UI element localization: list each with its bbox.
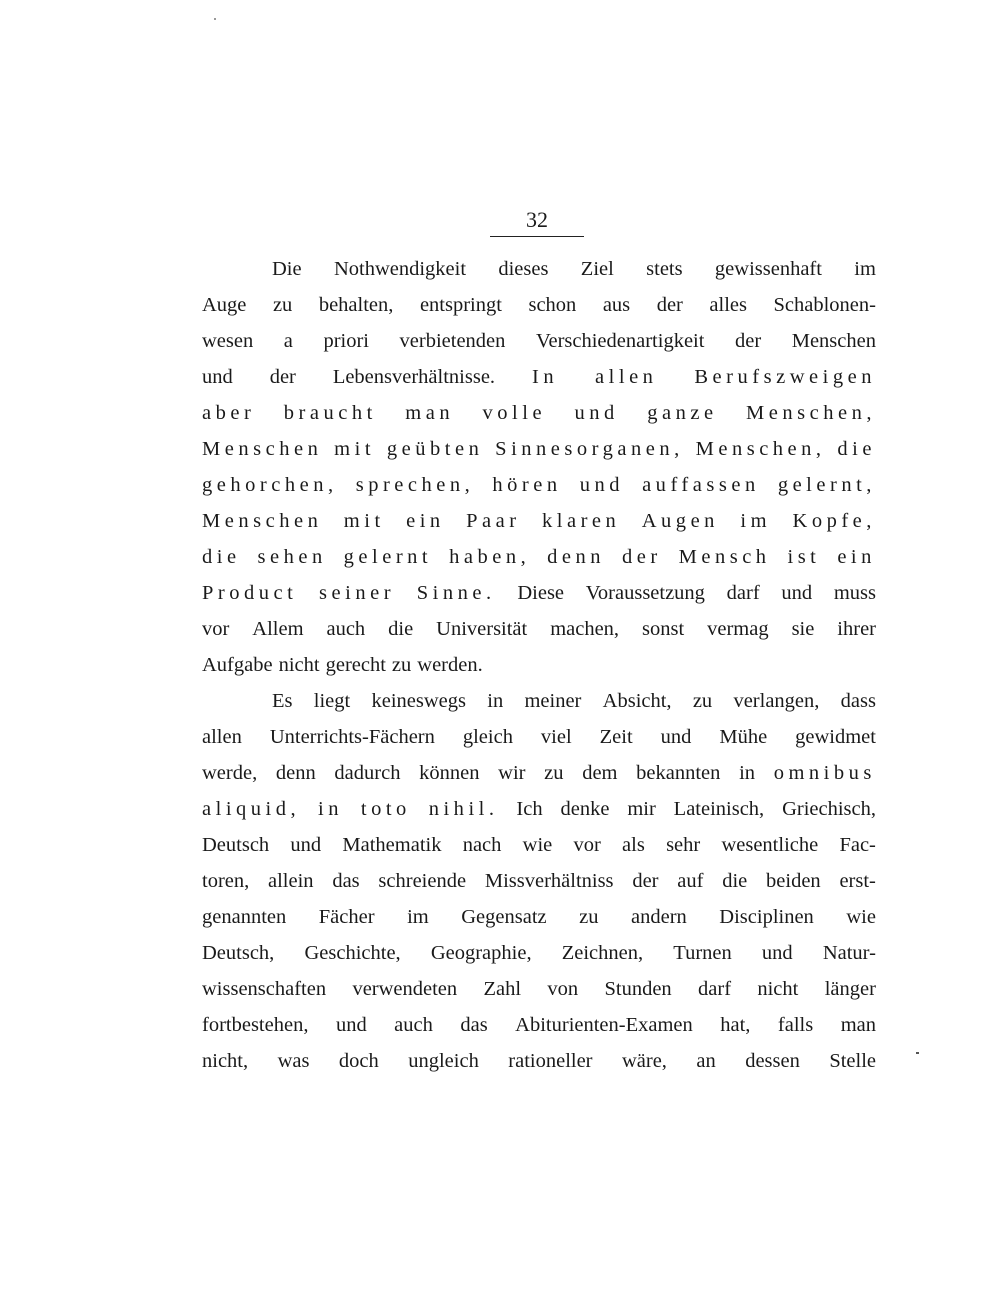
word: Turnen bbox=[673, 942, 732, 964]
spaced-word: im bbox=[740, 510, 772, 532]
spaced-word: gehorchen, bbox=[202, 474, 338, 496]
text-line bbox=[202, 863, 876, 899]
word: im bbox=[854, 258, 876, 280]
spaced-word: man bbox=[405, 402, 455, 424]
word: andern bbox=[631, 906, 687, 928]
word: dieses bbox=[498, 258, 549, 280]
spaced-word: hören bbox=[492, 474, 562, 496]
word: zu bbox=[544, 762, 564, 784]
word: der bbox=[632, 870, 659, 892]
body-text bbox=[202, 251, 876, 1079]
word: allen bbox=[202, 726, 242, 748]
word: Lebensverhältnisse. bbox=[332, 366, 496, 388]
word: werde, bbox=[202, 762, 258, 784]
word: Aufgabe bbox=[202, 654, 273, 676]
spaced-word: ganze bbox=[647, 402, 718, 424]
word: falls bbox=[777, 1014, 814, 1036]
word: und bbox=[335, 1014, 367, 1036]
word: alles bbox=[709, 294, 747, 316]
word: Griechisch, bbox=[782, 798, 876, 820]
text-line bbox=[202, 323, 876, 359]
paragraph bbox=[202, 683, 876, 1079]
word: doch bbox=[338, 1050, 379, 1072]
word: auf bbox=[677, 870, 704, 892]
text-line bbox=[202, 287, 876, 323]
word: keineswegs bbox=[371, 690, 466, 712]
word: dass bbox=[840, 690, 876, 712]
spaced-word: seiner bbox=[319, 582, 396, 604]
spaced-word: in bbox=[318, 798, 343, 820]
word: verbietenden bbox=[399, 330, 506, 352]
spaced-word: Menschen bbox=[202, 438, 323, 460]
word: der bbox=[269, 366, 296, 388]
spaced-word: gelernt bbox=[343, 546, 433, 568]
word: dessen bbox=[745, 1050, 800, 1072]
text-line bbox=[202, 611, 876, 647]
word: denke bbox=[560, 798, 610, 820]
word: Unterrichts-Fächern bbox=[269, 726, 435, 748]
word: machen, bbox=[550, 618, 620, 640]
word: und bbox=[761, 942, 793, 964]
word: Natur- bbox=[822, 942, 876, 964]
text-line bbox=[202, 647, 876, 683]
word: denn bbox=[275, 762, 316, 784]
word: und bbox=[781, 582, 813, 604]
word: im bbox=[407, 906, 429, 928]
word: Deutsch bbox=[202, 834, 270, 856]
word: und bbox=[660, 726, 692, 748]
spaced-word: Augen bbox=[641, 510, 719, 532]
spaced-word: allen bbox=[595, 366, 658, 388]
spaced-word: omnibus bbox=[773, 762, 876, 784]
word: schon bbox=[528, 294, 577, 316]
word: gleich bbox=[462, 726, 513, 748]
spaced-word: Berufszweigen bbox=[694, 366, 876, 388]
word: Stelle bbox=[829, 1050, 876, 1072]
word: die bbox=[388, 618, 414, 640]
text-line bbox=[202, 935, 876, 971]
text-line bbox=[202, 395, 876, 431]
word: meiner bbox=[524, 690, 582, 712]
word: gerecht bbox=[325, 654, 386, 676]
spaced-word: denn bbox=[547, 546, 606, 568]
spaced-word: geübten bbox=[386, 438, 484, 460]
word: Disciplinen bbox=[719, 906, 814, 928]
word: darf bbox=[698, 978, 732, 1000]
word: Missverhältniss bbox=[484, 870, 614, 892]
word: beiden bbox=[766, 870, 821, 892]
word: stets bbox=[646, 258, 683, 280]
spaced-word: toto bbox=[360, 798, 411, 820]
word: nicht bbox=[278, 654, 320, 676]
spaced-word: Menschen, bbox=[746, 402, 876, 424]
word: Fächer bbox=[318, 906, 375, 928]
word: darf bbox=[726, 582, 760, 604]
spaced-word: mit bbox=[334, 438, 376, 460]
word: Geschichte, bbox=[304, 942, 401, 964]
word: priori bbox=[323, 330, 369, 352]
word: wesentliche bbox=[721, 834, 819, 856]
word: Absicht, bbox=[602, 690, 672, 712]
spaced-word: sehen bbox=[257, 546, 327, 568]
text-line bbox=[202, 539, 876, 575]
text-line bbox=[202, 575, 876, 611]
word: allein bbox=[268, 870, 314, 892]
spaced-word: die bbox=[202, 546, 241, 568]
word: gewissenhaft bbox=[714, 258, 822, 280]
spaced-word: ein bbox=[837, 546, 876, 568]
text-line bbox=[202, 467, 876, 503]
word: vermag bbox=[707, 618, 769, 640]
word: auch bbox=[326, 618, 366, 640]
word: wie bbox=[846, 906, 876, 928]
spaced-word: mit bbox=[343, 510, 385, 532]
word: behalten, bbox=[318, 294, 394, 316]
word: a bbox=[283, 330, 293, 352]
word: Geographie, bbox=[430, 942, 532, 964]
word: Die bbox=[272, 258, 302, 280]
spaced-word: Sinnesorganen, bbox=[495, 438, 684, 460]
word: wäre, bbox=[621, 1050, 667, 1072]
word: Ziel bbox=[580, 258, 614, 280]
word: Deutsch, bbox=[202, 942, 275, 964]
spaced-word: In bbox=[532, 366, 559, 388]
word: Mathematik bbox=[342, 834, 442, 856]
word: ihrer bbox=[837, 618, 876, 640]
word: liegt bbox=[313, 690, 351, 712]
text-line bbox=[202, 431, 876, 467]
word: wir bbox=[498, 762, 526, 784]
text-line bbox=[202, 1007, 876, 1043]
word: Auge bbox=[202, 294, 247, 316]
word: nach bbox=[462, 834, 502, 856]
word: Mühe bbox=[719, 726, 768, 748]
word: Zeit bbox=[599, 726, 633, 748]
word: Gegensatz bbox=[461, 906, 547, 928]
word: das bbox=[332, 870, 360, 892]
spaced-word: Menschen, bbox=[695, 438, 826, 460]
text-line bbox=[202, 251, 876, 287]
word: mir bbox=[627, 798, 656, 820]
scan-speck bbox=[916, 1052, 919, 1054]
spaced-word: volle bbox=[482, 402, 547, 424]
word: hat, bbox=[720, 1014, 751, 1036]
word: Verschiedenartigkeit bbox=[535, 330, 705, 352]
word: von bbox=[547, 978, 579, 1000]
spaced-word: Sinne. bbox=[416, 582, 496, 604]
word: und bbox=[290, 834, 322, 856]
spaced-word: haben, bbox=[449, 546, 531, 568]
word: nicht, bbox=[202, 1050, 249, 1072]
word: muss bbox=[833, 582, 876, 604]
spaced-word: braucht bbox=[283, 402, 377, 424]
text-line bbox=[202, 971, 876, 1007]
word: Schablonen- bbox=[773, 294, 876, 316]
text-line bbox=[202, 719, 876, 755]
text-line bbox=[202, 503, 876, 539]
word: und bbox=[202, 366, 233, 388]
word: länger bbox=[824, 978, 876, 1000]
word: Abiturienten-Examen bbox=[515, 1014, 693, 1036]
page-number: 32 bbox=[526, 207, 548, 232]
word: Es bbox=[272, 690, 293, 712]
word: zu bbox=[272, 294, 293, 316]
word: zu bbox=[391, 654, 412, 676]
spaced-word: nihil. bbox=[428, 798, 499, 820]
spaced-word: Mensch bbox=[678, 546, 771, 568]
word: sehr bbox=[666, 834, 701, 856]
spaced-word: die bbox=[837, 438, 876, 460]
spaced-word: Product bbox=[202, 582, 298, 604]
word: entspringt bbox=[419, 294, 502, 316]
word: man bbox=[840, 1014, 876, 1036]
word: auch bbox=[394, 1014, 433, 1036]
word: Menschen bbox=[791, 330, 876, 352]
spaced-word: gelernt, bbox=[777, 474, 876, 496]
word: in bbox=[739, 762, 756, 784]
word: verwendeten bbox=[352, 978, 458, 1000]
word: wesen bbox=[202, 330, 254, 352]
spaced-word: ist bbox=[787, 546, 821, 568]
word: was bbox=[277, 1050, 310, 1072]
word: zu bbox=[579, 906, 599, 928]
word: Zahl bbox=[483, 978, 522, 1000]
word: fortbestehen, bbox=[202, 1014, 309, 1036]
paragraph bbox=[202, 251, 876, 683]
word: das bbox=[460, 1014, 488, 1036]
spaced-word: und bbox=[574, 402, 619, 424]
spaced-word: sprechen, bbox=[355, 474, 475, 496]
word: wie bbox=[522, 834, 553, 856]
word: der bbox=[656, 294, 683, 316]
word: aus bbox=[602, 294, 631, 316]
word: dem bbox=[582, 762, 618, 784]
spaced-word: auffassen bbox=[642, 474, 760, 496]
word: können bbox=[419, 762, 480, 784]
word: Zeichnen, bbox=[561, 942, 644, 964]
word: schreiende bbox=[378, 870, 467, 892]
word: ungleich bbox=[408, 1050, 479, 1072]
spaced-word: und bbox=[579, 474, 624, 496]
text-line bbox=[202, 683, 876, 719]
word: viel bbox=[540, 726, 572, 748]
spaced-word: aliquid, bbox=[202, 798, 301, 820]
text-line bbox=[202, 755, 876, 791]
text-line bbox=[202, 899, 876, 935]
word: werden. bbox=[417, 654, 483, 676]
text-line bbox=[202, 1043, 876, 1079]
word: verlangen, bbox=[733, 690, 820, 712]
word: gewidmet bbox=[795, 726, 876, 748]
word: sonst bbox=[642, 618, 685, 640]
spaced-word: der bbox=[621, 546, 662, 568]
word: dadurch bbox=[334, 762, 401, 784]
word: Diese bbox=[517, 582, 565, 604]
word: die bbox=[722, 870, 748, 892]
word: wissenschaften bbox=[202, 978, 327, 1000]
word: toren, bbox=[202, 870, 250, 892]
word: Allem bbox=[252, 618, 304, 640]
word: Nothwendigkeit bbox=[333, 258, 467, 280]
word: bekannten bbox=[636, 762, 721, 784]
word: vor bbox=[202, 618, 230, 640]
spaced-word: Paar bbox=[466, 510, 521, 532]
word: der bbox=[734, 330, 762, 352]
word: Lateinisch, bbox=[673, 798, 765, 820]
word: als bbox=[622, 834, 645, 856]
text-line bbox=[202, 827, 876, 863]
text-line bbox=[202, 791, 876, 827]
word: Ich bbox=[516, 798, 543, 820]
spaced-word: Kopfe, bbox=[792, 510, 876, 532]
word: nicht bbox=[757, 978, 799, 1000]
word: Universität bbox=[436, 618, 528, 640]
scan-speck bbox=[214, 18, 216, 20]
word: vor bbox=[573, 834, 601, 856]
spaced-word: aber bbox=[202, 402, 256, 424]
spaced-word: klaren bbox=[542, 510, 621, 532]
text-line bbox=[202, 359, 876, 395]
word: Fac- bbox=[839, 834, 876, 856]
word: sie bbox=[791, 618, 815, 640]
word: Stunden bbox=[604, 978, 672, 1000]
word: an bbox=[696, 1050, 716, 1072]
spaced-word: Menschen bbox=[202, 510, 323, 532]
word: in bbox=[487, 690, 504, 712]
word: erst- bbox=[839, 870, 876, 892]
spaced-word: ein bbox=[406, 510, 445, 532]
word: rationeller bbox=[508, 1050, 593, 1072]
word: Voraussetzung bbox=[585, 582, 705, 604]
word: zu bbox=[692, 690, 713, 712]
page-number-rule bbox=[490, 236, 584, 237]
word: genannten bbox=[202, 906, 287, 928]
